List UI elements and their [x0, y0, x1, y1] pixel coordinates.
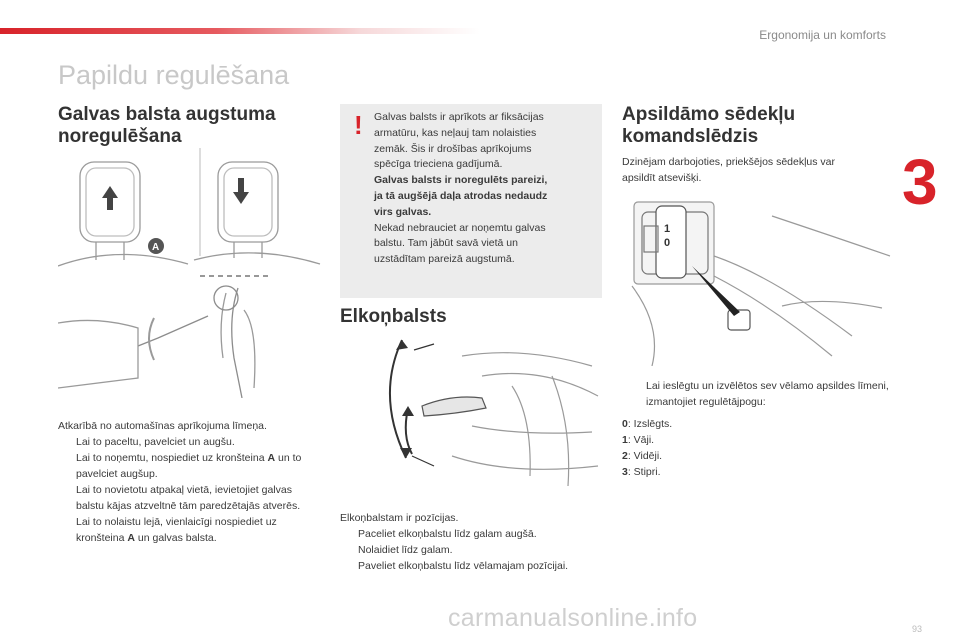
- watermark: carmanualsonline.info: [448, 604, 698, 632]
- armrest-bullet-1: [340, 526, 602, 542]
- warning-line: Galvas balsts ir aprīkots ar fiksācijas: [374, 111, 544, 123]
- armrest-instructions: [340, 510, 602, 574]
- heated-seats-heading: [622, 104, 795, 148]
- warning-line: zemāk. Šis ir drošības aprīkojums: [374, 142, 532, 155]
- bullet-bold: A: [267, 452, 276, 464]
- chapter-number: 3: [902, 146, 938, 218]
- page-title: Papildu regulēšana: [58, 60, 290, 90]
- bullet-text: Lai to nolaistu lejā, vienlaicīgi nospiediet uz kronšteina: [76, 516, 277, 544]
- bullet-text: Nolaidiet līdz galam.: [358, 544, 453, 556]
- level-number: 2: [622, 450, 628, 462]
- warning-bold-line: virs galvas.: [374, 205, 432, 218]
- warning-line: uzstādītam pareizā augstumā.: [374, 253, 515, 266]
- level-number: 0: [622, 418, 628, 430]
- callout-a: A: [152, 242, 160, 253]
- header-accent-bar: [0, 28, 480, 34]
- heated-seat-switch-illustration: [622, 196, 892, 366]
- heated-seats-heading-line1: Apsildāmo sēdekļu: [622, 104, 796, 125]
- bullet-rest: un to pavelciet augšup.: [76, 452, 302, 480]
- level-label: : Vidēji.: [627, 450, 663, 462]
- warning-icon: !: [354, 110, 363, 140]
- switch-level-1: 1: [664, 223, 671, 235]
- armrest-bullet-3: [340, 558, 602, 574]
- armrest-heading: Elkoņbalsts: [340, 306, 447, 327]
- heating-levels: [622, 416, 892, 480]
- warning-text: [374, 110, 592, 268]
- headrest-bullet-3: [58, 482, 320, 514]
- heated-seats-intro-line2: apsildīt atsevišķi.: [622, 172, 702, 184]
- bullet-bold: A: [127, 532, 135, 544]
- page-number: 93: [912, 624, 923, 634]
- warning-line: balstu. Tam jābūt savā vietā un: [374, 237, 518, 250]
- heating-level-1: [622, 432, 892, 448]
- bullet-text: Paceliet elkoņbalstu līdz galam augšā.: [358, 528, 537, 540]
- warning-bold-line: ja tā augšējā daļa atrodas nedaudz: [374, 189, 548, 202]
- level-number: 3: [622, 466, 628, 478]
- warning-line: armatūru, kas neļauj tam nolaisties: [374, 126, 537, 139]
- headrest-instructions: [58, 418, 320, 546]
- bullet-text: Paveliet elkoņbalstu līdz vēlamajam pozīcijai.: [358, 560, 569, 572]
- level-label: : Izslēgts.: [627, 418, 673, 430]
- level-number: 1: [622, 434, 628, 446]
- heating-level-0: [622, 416, 892, 432]
- level-label: : Stipri.: [627, 466, 661, 478]
- warning-bold-line: Galvas balsts ir noregulēts pareizi,: [374, 174, 548, 187]
- headrest-bullet-4: [58, 514, 320, 546]
- switch-level-0: 0: [664, 237, 671, 249]
- warning-box: [340, 104, 602, 298]
- headrest-bullet-2: [58, 450, 320, 482]
- bullet-text: Lai to paceltu, pavelciet un augšu.: [76, 436, 235, 448]
- heated-seats-bullet-item: [622, 378, 892, 410]
- armrest-bullet-2: [340, 542, 602, 558]
- armrest-illustration: [362, 336, 602, 506]
- warning-line: Nekad nebrauciet ar noņemtu galvas: [374, 221, 546, 234]
- heating-level-3: [622, 464, 892, 480]
- section-title: Ergonomija un komforts: [759, 28, 886, 42]
- level-label: : Vāji.: [627, 434, 655, 446]
- warning-line: spēcīga trieciena gadījumā.: [374, 158, 503, 171]
- bullet-text: Lai ieslēgtu un izvēlētos sev vēlamo apsildes līmeni, izmantojiet regulētājpogu:: [646, 380, 889, 408]
- headrest-heading: [58, 104, 276, 148]
- headrest-intro: Atkarībā no automašīnas aprīkojuma līmeņa.: [58, 420, 267, 432]
- heated-seats-intro: [622, 154, 892, 186]
- heated-seats-bullet: [622, 378, 892, 410]
- headrest-heading-line2: noregulēšana: [58, 126, 182, 147]
- bullet-text: Lai to noņemtu, nospiediet uz kronšteina: [76, 452, 268, 464]
- bullet-rest: un galvas balsta.: [134, 532, 217, 544]
- headrest-heading-line1: Galvas balsta augstuma: [58, 104, 276, 125]
- heating-level-2: [622, 448, 892, 464]
- bullet-text: Lai to novietotu atpakaļ vietā, ievietojiet galvas balstu kājas atzveltnē tām paredzētajās atverēs.: [76, 484, 301, 512]
- headrest-bullet-1: [58, 434, 320, 450]
- heated-seats-heading-line2: komandslēdzis: [622, 126, 759, 147]
- headrest-illustration: [58, 148, 330, 398]
- heated-seats-intro-line1: Dzinējam darbojoties, priekšējos sēdekļus var: [622, 156, 836, 168]
- armrest-intro: Elkoņbalstam ir pozīcijas.: [340, 512, 459, 524]
